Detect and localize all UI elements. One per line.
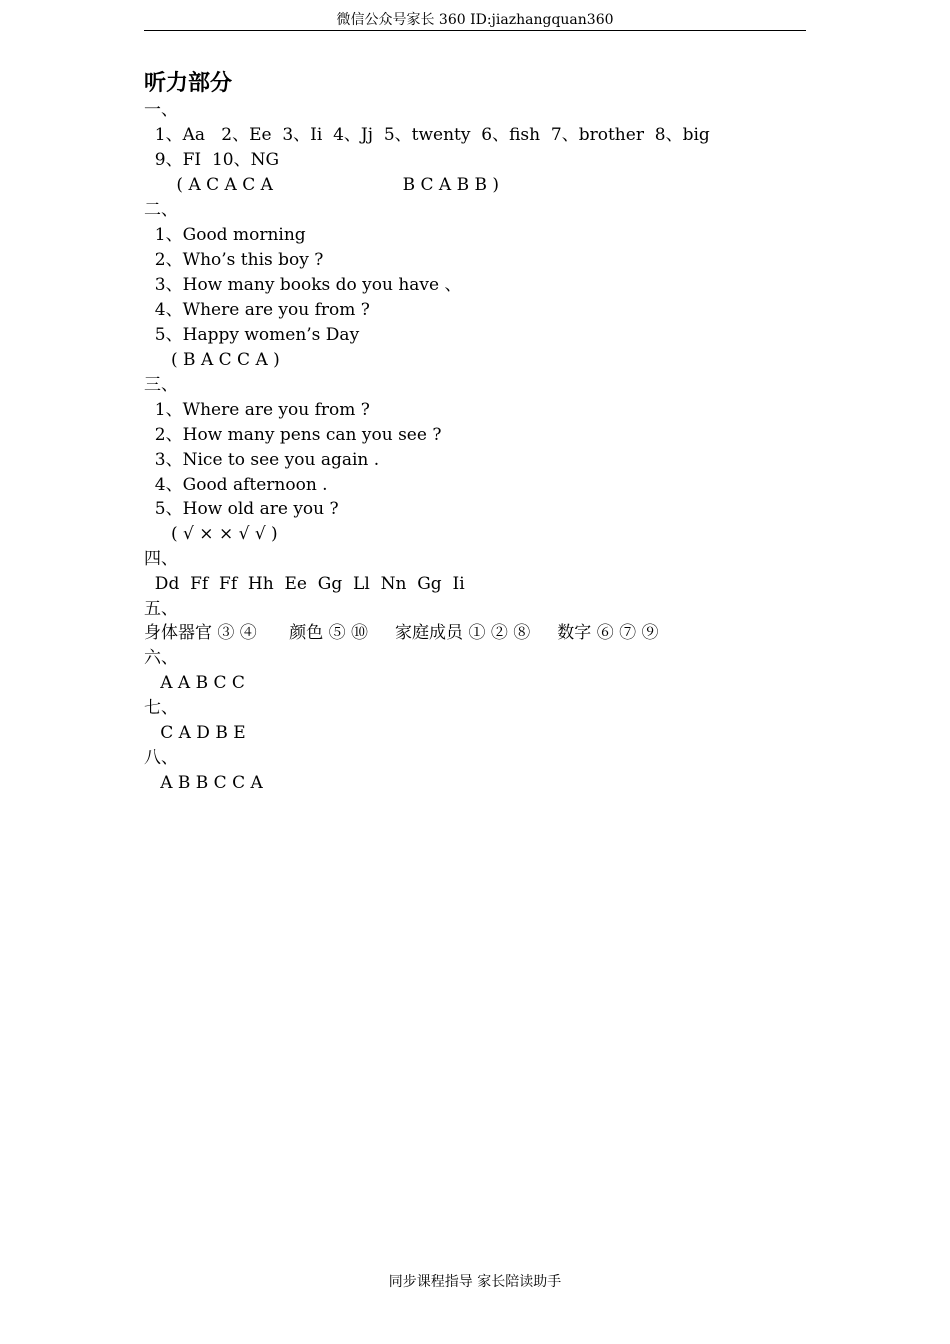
header-divider bbox=[144, 30, 806, 31]
section-1-row-1: 1、Aa 2、Ee 3、Ii 4、Jj 5、twenty 6、fish 7、brother 8、big bbox=[144, 125, 710, 145]
list-item: 4、Where are you from ? bbox=[144, 300, 370, 320]
section-7-answers: C A D B E bbox=[144, 723, 246, 743]
section-5-label: 五、 bbox=[144, 599, 178, 619]
section-2-answers: ( B A C C A ) bbox=[144, 350, 280, 370]
section-3-answers: ( √ × × √ √ ) bbox=[144, 524, 278, 544]
page-footer: 同步课程指导 家长陪读助手 bbox=[388, 1274, 562, 1290]
section-1-row-2: 9、FI 10、NG bbox=[144, 150, 280, 170]
section-8-answers: A B B C C A bbox=[144, 773, 263, 793]
list-item: 5、Happy women’s Day bbox=[144, 325, 360, 345]
section-6-label: 六、 bbox=[144, 648, 178, 668]
section-2-label: 二、 bbox=[144, 200, 178, 220]
list-item: 3、How many books do you have 、 bbox=[144, 275, 462, 295]
section-4-label: 四、 bbox=[144, 549, 178, 569]
section-8-label: 八、 bbox=[144, 748, 178, 768]
section-3-label: 三、 bbox=[144, 375, 178, 395]
section-1-answers: ( A C A C A B C A B B ) bbox=[144, 175, 500, 195]
section-1-label: 一、 bbox=[144, 100, 178, 120]
list-item: 2、Who’s this boy ? bbox=[144, 250, 324, 270]
section-4-letters: Dd Ff Ff Hh Ee Gg Ll Nn Gg Ii bbox=[144, 574, 465, 594]
section-7-label: 七、 bbox=[144, 698, 178, 718]
section-6-answers: A A B C C bbox=[144, 673, 245, 693]
list-item: 5、How old are you ? bbox=[144, 499, 339, 519]
page-header: 微信公众号家长 360 ID:jiazhangquan360 bbox=[336, 12, 614, 28]
list-item: 4、Good afternoon . bbox=[144, 475, 328, 495]
list-item: 1、Where are you from ? bbox=[144, 400, 370, 420]
list-item: 1、Good morning bbox=[144, 225, 306, 245]
page-title: 听力部分 bbox=[144, 71, 233, 96]
list-item: 3、Nice to see you again . bbox=[144, 450, 380, 470]
section-5-categories: 身体器官 ③ ④ 颜色 ⑤ ⑩ 家庭成员 ① ② ⑧ 数字 ⑥ ⑦ ⑨ bbox=[144, 623, 659, 643]
list-item: 2、How many pens can you see ? bbox=[144, 425, 442, 445]
